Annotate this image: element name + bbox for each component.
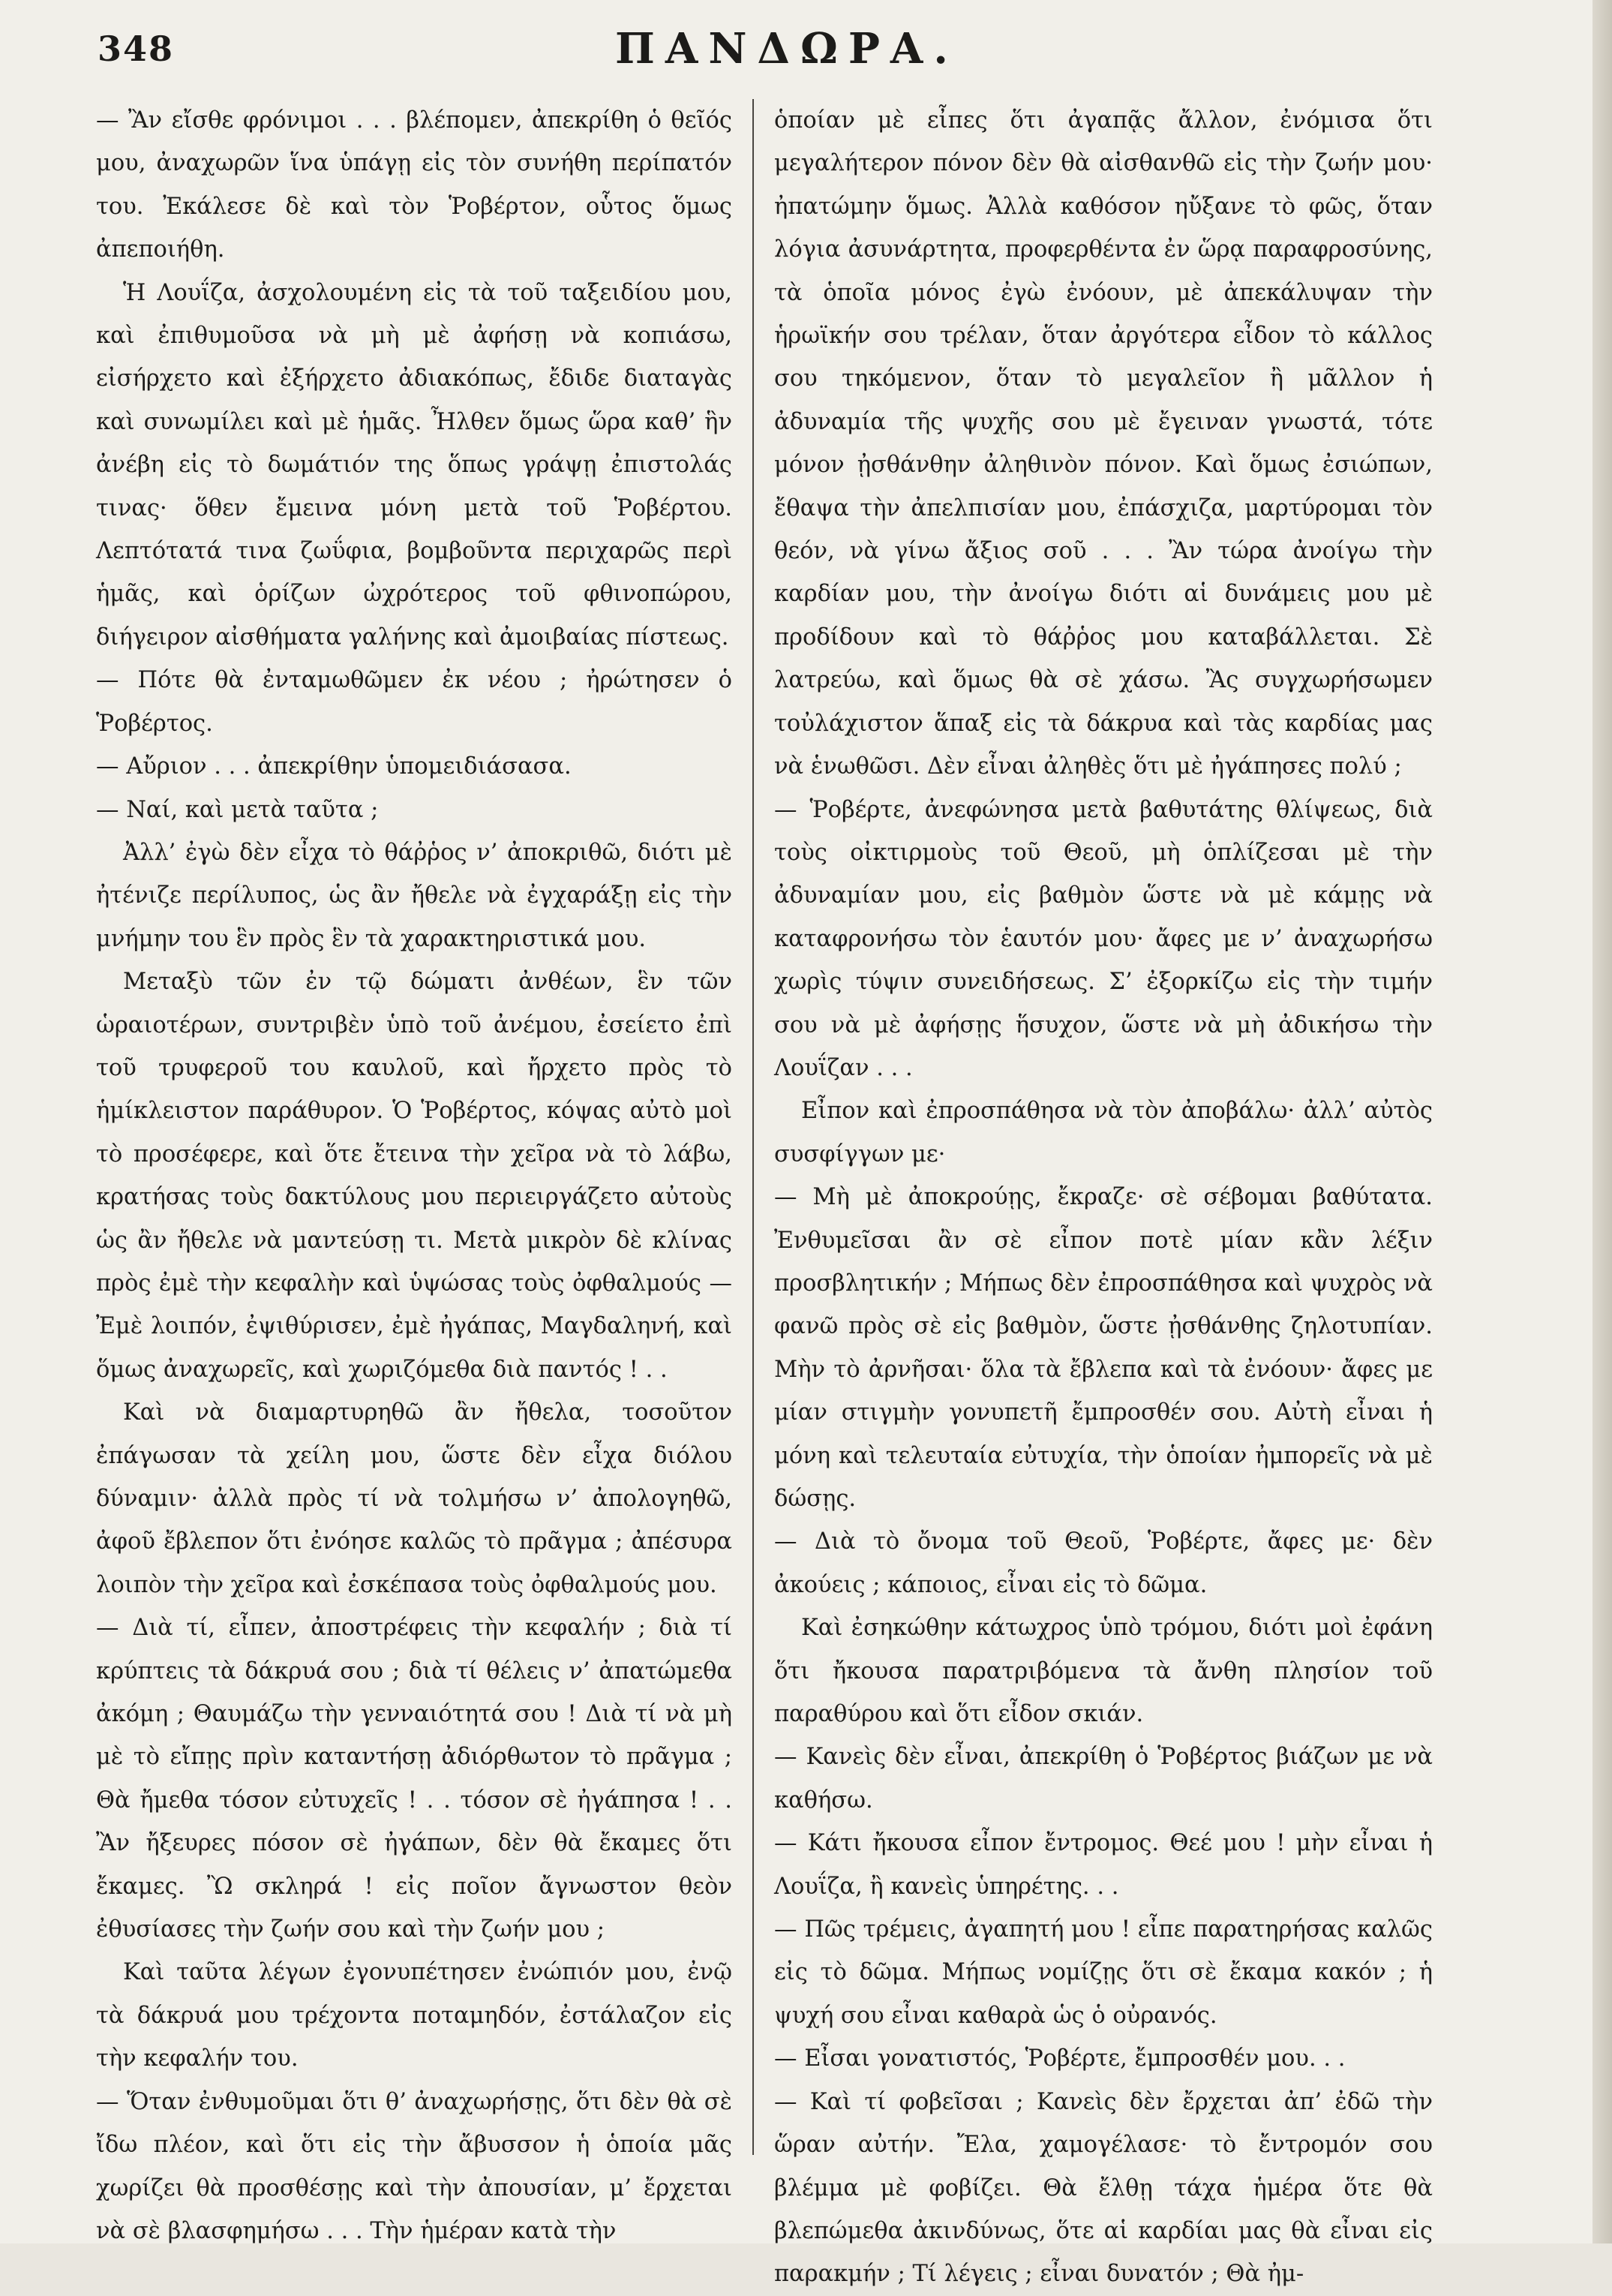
right-column: [774, 99, 1433, 2296]
paragraph: Εἶπον καὶ ἐπροσπάθησα νὰ τὸν ἀποβάλω· ἀλλ’ αὐτὸς συσφίγγων με·: [774, 1098, 1433, 1168]
paragraph: Ἡ Λουΐζα, ἀσχολουμένη εἰς τὰ τοῦ ταξειδίου μου, καὶ ἐπιθυμοῦσα νὰ μὴ μὲ ἀφήσῃ νὰ κοπιάσω, εἰσήρχετο καὶ ἐξήρχετο ἀδιακόπως, ἔδιδε διαταγὰς καὶ συνωμίλει καὶ μὲ ἡμᾶς. Ἦλθεν ὅμως ὥρα καθ’ ἣν ἀνέβη εἰς τὸ δωμάτιόν της ὅπως γράψῃ ἐπιστολάς τινας· ὅθεν ἔμεινα μόνη μετὰ τοῦ Ῥοβέρτου. Λεπτότατά τινα ζωΰφια, βομβοῦντα περιχαρῶς περὶ ἡμᾶς, καὶ ὁρίζων ὠχρότερος τοῦ φθινοπώρου, διήγειρον αἰσθήματα γαλήνης καὶ ἀμοιβαίας πίστεως.: [96, 279, 732, 651]
left-column: [96, 99, 732, 2252]
paragraph: — Ναί, καὶ μετὰ ταῦτα ;: [96, 796, 379, 823]
paragraph: — Ῥοβέρτε, ἀνεφώνησα μετὰ βαθυτάτης θλίψεως, διὰ τοὺς οἰκτιρμοὺς τοῦ Θεοῦ, μὴ ὁπλίζεσαι μὲ τὴν ἀδυναμίαν μου, εἰς βαθμὸν ὥστε νὰ μὲ κάμῃς νὰ καταφρονήσω τὸν ἑαυτόν μου· ἄφες με ν’ ἀναχωρήσω χωρὶς τύψιν συνειδήσεως. Σ’ ἐξορκίζω εἰς τὴν τιμήν σου νὰ μὲ ἀφήσῃς ἥσυχον, ὥστε νὰ μὴ ἀδικήσω τὴν Λουΐζαν . . .: [774, 796, 1433, 1081]
paragraph: — Ὅταν ἐνθυμοῦμαι ὅτι θ’ ἀναχωρήσῃς, ὅτι δὲν θὰ σὲ ἴδω πλέον, καὶ ὅτι εἰς τὴν ἄβυσσον ἡ ὁποία μᾶς χωρίζει θὰ προσθέσῃς καὶ τὴν ἀπουσίαν, μ’ ἔρχεται νὰ σὲ βλασφημήσω . . . Τὴν ἡμέραν κατὰ τὴν: [96, 2088, 732, 2244]
paragraph: ὁποίαν μὲ εἶπες ὅτι ἀγαπᾷς ἄλλον, ἐνόμισα ὅτι μεγαλήτερον πόνον δὲν θὰ αἰσθανθῶ εἰς τὴν ζωήν μου· ἠπατώμην ὅμως. Ἀλλὰ καθόσον ηὔξανε τὸ φῶς, ὅταν λόγια ἀσυνάρτητα, προφερθέντα ἐν ὥρᾳ παραφροσύνης, τὰ ὁποῖα μόνος ἐγὼ ἐνόουν, μὲ ἀπεκάλυψαν τὴν ἡρωϊκήν σου τρέλαν, ὅταν ἀργότερα εἶδον τὸ κάλλος σου τηκόμενον, ὅταν τὸ μεγαλεῖον ἢ μᾶλλον ἡ ἀδυναμία τῆς ψυχῆς σου μὲ ἔγειναν γνωστά, τότε μόνον ᾐσθάνθην ἀληθινὸν πόνον. Καὶ ὅμως ἐσιώπων, ἔθαψα τὴν ἀπελπισίαν μου, ἐπάσχιζα, μαρτύρομαι τὸν θεόν, νὰ γίνω ἄξιος σοῦ . . . Ἂν τώρα ἀνοίγω τὴν καρδίαν μου, τὴν ἀνοίγω διότι αἱ δυνάμεις μου μὲ προδίδουν καὶ τὸ θάῤῥος μου καταβάλλεται. Σὲ λατρεύω, καὶ ὅμως θὰ σὲ χάσω. Ἂς συγχωρήσωμεν τοὐλάχιστον ἅπαξ εἰς τὰ δάκρυα καὶ τὰς καρδίας μας νὰ ἑνωθῶσι. Δὲν εἶναι ἀληθὲς ὅτι μὲ ἠγάπησες πολύ ;: [774, 107, 1433, 780]
column-divider: [752, 99, 754, 2155]
paragraph: — Κάτι ἤκουσα εἶπον ἔντρομος. Θεέ μου ! μὴν εἶναι ἡ Λουΐζα, ἢ κανεὶς ὑπηρέτης. . .: [774, 1830, 1433, 1900]
paragraph: Μεταξὺ τῶν ἐν τῷ δώματι ἀνθέων, ἓν τῶν ὡραιοτέρων, συντριβὲν ὑπὸ τοῦ ἀνέμου, ἐσείετο ἐπὶ τοῦ τρυφεροῦ του καυλοῦ, καὶ ἤρχετο πρὸς τὸ ἡμίκλειστον παράθυρον. Ὁ Ῥοβέρτος, κόψας αὐτὸ μοὶ τὸ προσέφερε, καὶ ὅτε ἔτεινα τὴν χεῖρα νὰ τὸ λάβω, κρατήσας τοὺς δακτύλους μου περιειργάζετο αὐτοὺς ὡς ἂν ἤθελε νὰ μαντεύσῃ τι. Μετὰ μικρὸν δὲ κλίνας πρὸς ἐμὲ τὴν κεφαλὴν καὶ ὑψώσας τοὺς ὀφθαλμούς — Ἐμὲ λοιπόν, ἐψιθύρισεν, ἐμὲ ἠγάπας, Μαγδαληνή, καὶ ὅμως ἀναχωρεῖς, καὶ χωριζόμεθα διὰ παντός ! . .: [96, 969, 732, 1383]
paragraph: — Πότε θὰ ἐνταμωθῶμεν ἐκ νέου ; ἠρώτησεν ὁ Ῥοβέρτος.: [96, 667, 732, 737]
paragraph: Καὶ νὰ διαμαρτυρηθῶ ἂν ἤθελα, τοσοῦτον ἐπάγωσαν τὰ χείλη μου, ὥστε δὲν εἶχα διόλου δύναμιν· ἀλλὰ πρὸς τί νὰ τολμήσω ν’ ἀπολογηθῶ, ἀφοῦ ἔβλεπον ὅτι ἐνόησε καλῶς τὸ πρᾶγμα ; ἀπέσυρα λοιπὸν τὴν χεῖρα καὶ ἐσκέπασα τοὺς ὀφθαλμούς μου.: [96, 1399, 732, 1598]
paragraph: Ἀλλ’ ἐγὼ δὲν εἶχα τὸ θάῤῥος ν’ ἀποκριθῶ, διότι μὲ ἠτένιζε περίλυπος, ὡς ἂν ἤθελε νὰ ἐγχαράξῃ εἰς τὴν μνήμην του ἓν πρὸς ἓν τὰ χαρακτηριστικά μου.: [96, 839, 732, 952]
paragraph: — Διὰ τί, εἶπεν, ἀποστρέφεις τὴν κεφαλήν ; διὰ τί κρύπτεις τὰ δάκρυά σου ; διὰ τί θέλεις ν’ ἀπατώμεθα ἀκόμη ; Θαυμάζω τὴν γενναιότητά σου ! Διὰ τί νὰ μὴ μὲ τὸ εἴπῃς πρὶν καταντήσῃ ἀδιόρθωτον τὸ πρᾶγμα ; Θὰ ἤμεθα τόσον εὐτυχεῖς ! . . τόσον σὲ ἠγάπησα ! . . Ἂν ἤξευρες πόσον σὲ ἠγάπων, δὲν θὰ ἔκαμες ὅτι ἔκαμες. Ὢ σκληρά ! εἰς ποῖον ἄγνωστον θεὸν ἐθυσίασες τὴν ζωήν σου καὶ τὴν ζωήν μου ;: [96, 1615, 732, 1943]
paragraph: — Πῶς τρέμεις, ἀγαπητή μου ! εἶπε παρατηρήσας καλῶς εἰς τὸ δῶμα. Μήπως νομίζῃς ὅτι σὲ ἔκαμα κακόν ; ἡ ψυχή σου εἶναι καθαρὰ ὡς ὁ οὐρανός.: [774, 1916, 1433, 2029]
paragraph: — Εἶσαι γονατιστός, Ῥοβέρτε, ἔμπροσθέν μου. . .: [774, 2045, 1346, 2072]
paragraph: — Μὴ μὲ ἀποκρούῃς, ἔκραζε· σὲ σέβομαι βαθύτατα. Ἐνθυμεῖσαι ἂν σὲ εἶπον ποτὲ μίαν κἂν λέξιν προσβλητικήν ; Μήπως δὲν ἐπροσπάθησα καὶ ψυχρὸς νὰ φανῶ πρὸς σὲ εἰς βαθμὸν, ὥστε ᾐσθάνθης ζηλοτυπίαν. Μὴν τὸ ἀρνῆσαι· ὅλα τὰ ἔβλεπα καὶ τὰ ἐνόουν· ἄφες με μίαν στιγμὴν γονυπετῆ ἔμπροσθέν σου. Αὐτὴ εἶναι ἡ μόνη καὶ τελευταία εὐτυχία, τὴν ὁποίαν ἠμπορεῖς νὰ μὲ δώσῃς.: [774, 1184, 1433, 1512]
paragraph: Καὶ ἐσηκώθην κάτωχρος ὑπὸ τρόμου, διότι μοὶ ἐφάνη ὅτι ἤκουσα παρατριβόμενα τὰ ἄνθη πλησίον τοῦ παραθύρου καὶ ὅτι εἶδον σκιάν.: [774, 1615, 1433, 1728]
paragraph: — Κανεὶς δὲν εἶναι, ἀπεκρίθη ὁ Ῥοβέρτος βιάζων με νὰ καθήσω.: [774, 1744, 1433, 1814]
page-number: 348: [98, 29, 175, 69]
paragraph: — Διὰ τὸ ὄνομα τοῦ Θεοῦ, Ῥοβέρτε, ἄφες με· δὲν ἀκούεις ; κάποιος, εἶναι εἰς τὸ δῶμα.: [774, 1528, 1433, 1598]
page-header: [0, 24, 959, 78]
page-edge: [1592, 0, 1612, 2243]
paragraph: — Ἂν εἴσθε φρόνιμοι . . . βλέπομεν, ἀπεκρίθη ὁ θεῖός μου, ἀναχωρῶν ἵνα ὑπάγῃ εἰς τὸν συνήθη περίπατόν του. Ἐκάλεσε δὲ καὶ τὸν Ῥοβέρτον, οὗτος ὅμως ἀπεποιήθη.: [96, 107, 732, 263]
journal-title: ΠΑΝΔΩΡΑ.: [615, 24, 959, 74]
paragraph: — Καὶ τί φοβεῖσαι ; Κανεὶς δὲν ἔρχεται ἀπ’ ἐδῶ τὴν ὥραν αὐτήν. Ἔλα, χαμογέλασε· τὸ ἔντρομόν σου βλέμμα μὲ φοβίζει. Θὰ ἔλθῃ τάχα ἡμέρα ὅτε θὰ βλεπώμεθα ἀκινδύνως, ὅτε αἱ καρδίαι μας θὰ εἶναι εἰς παρακμήν ; Τί λέγεις ; εἶναι δυνατόν ; Θὰ ἠμ-: [774, 2088, 1433, 2288]
paragraph: Καὶ ταῦτα λέγων ἐγονυπέτησεν ἐνώπιόν μου, ἐνῷ τὰ δάκρυά μου τρέχοντα ποταμηδόν, ἐστάλαζον εἰς τὴν κεφαλήν του.: [96, 1959, 732, 2072]
paragraph: — Αὔριον . . . ἀπεκρίθην ὑπομειδιάσασα.: [96, 753, 572, 780]
